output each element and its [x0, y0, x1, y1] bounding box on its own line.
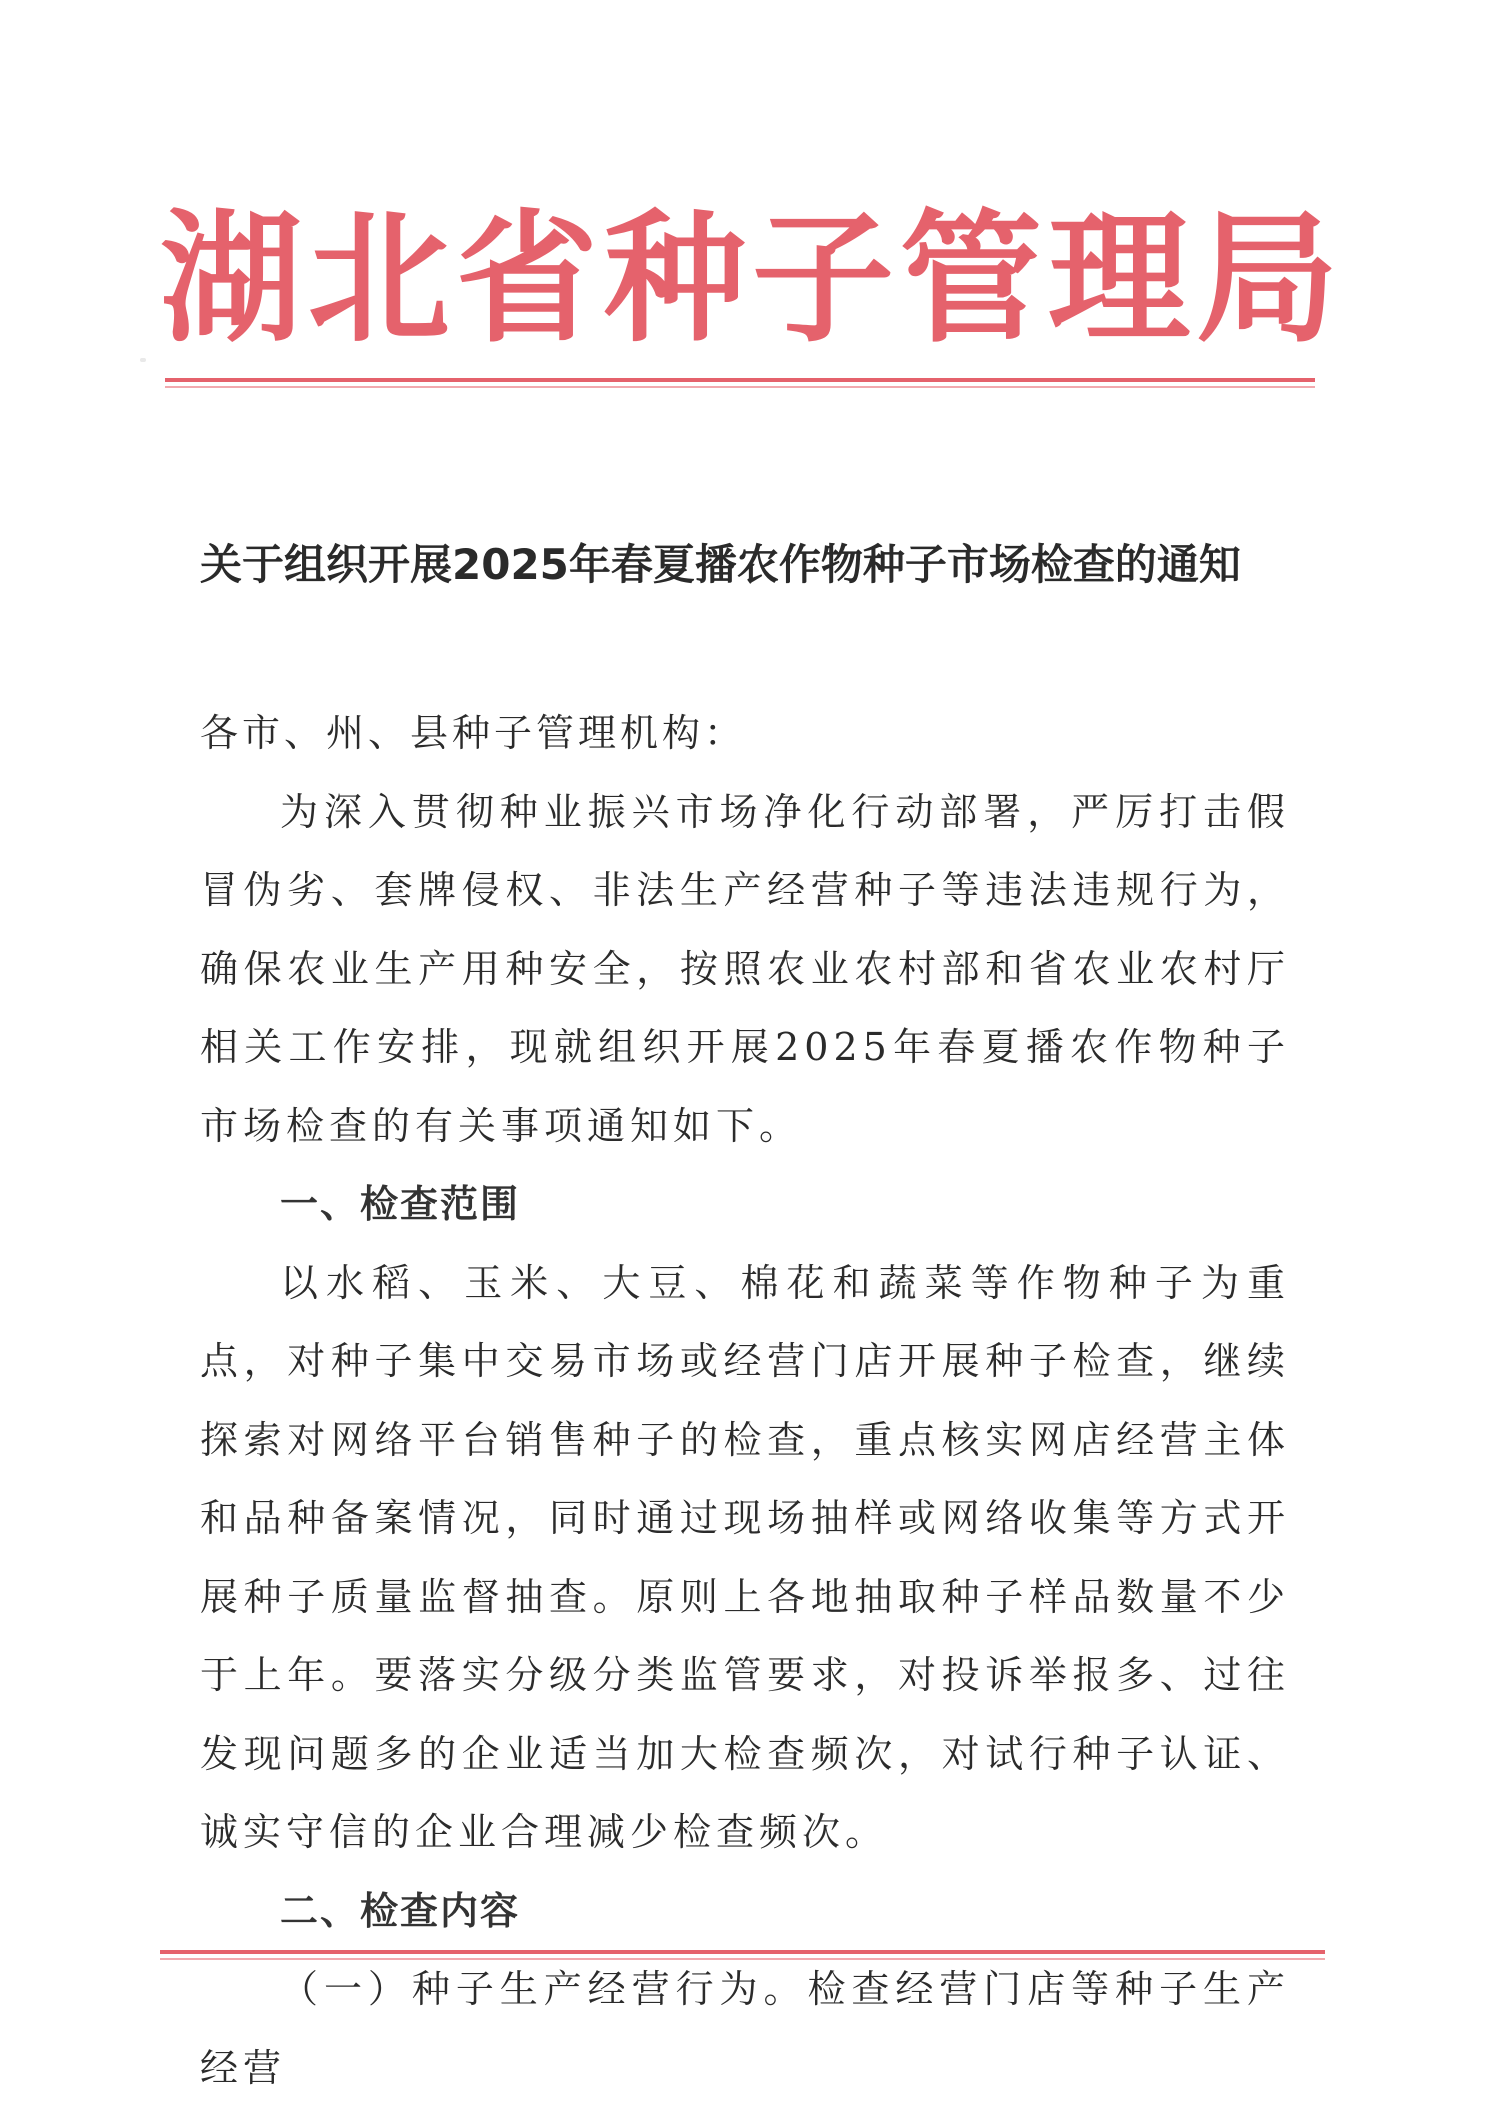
footer-red-rule	[160, 1950, 1325, 1954]
section-heading-scope: 一、检查范围	[280, 1182, 521, 1226]
document-body	[200, 694, 1290, 2107]
section-heading-content: 二、检查内容	[280, 1888, 521, 1933]
scan-artifact	[140, 358, 146, 362]
salutation: 各市、州、县种子管理机构：	[200, 711, 747, 755]
document-title: 关于组织开展2025年春夏播农作物种子市场检查的通知	[200, 540, 1241, 589]
section-paragraph-scope: 以水稻、玉米、大豆、棉花和蔬菜等作物种子为重点，对种子集中交易市场或经营门店开展种子检查，继续探索对网络平台销售种子的检查，重点核实网店经营主体和品种备案情况，同时通过现场抽样或网络收集等方式开展种子质量监督抽查。原则上各地抽取种子样品数量不少于上年。要落实分级分类监管要求，对投诉举报多、过往发现问题多的企业适当加大检查频次，对试行种子认证、诚实守信的企业合理减少检查频次。	[200, 1260, 1290, 1854]
section-paragraph-content: （一）种子生产经营行为。检查经营门店等种子生产经营	[200, 1967, 1290, 2090]
intro-paragraph: 为深入贯彻种业振兴市场净化行动部署，严厉打击假冒伪劣、套牌侵权、非法生产经营种子等违法违规行为，确保农业生产用种安全，按照农业农村部和省农业农村厅相关工作安排，现就组织开展2025年春夏播农作物种子市场检查的有关事项通知如下。	[200, 789, 1290, 1148]
masthead-red-rule	[165, 378, 1315, 382]
masthead-org-name: 湖北省种子管理局	[160, 197, 1344, 362]
